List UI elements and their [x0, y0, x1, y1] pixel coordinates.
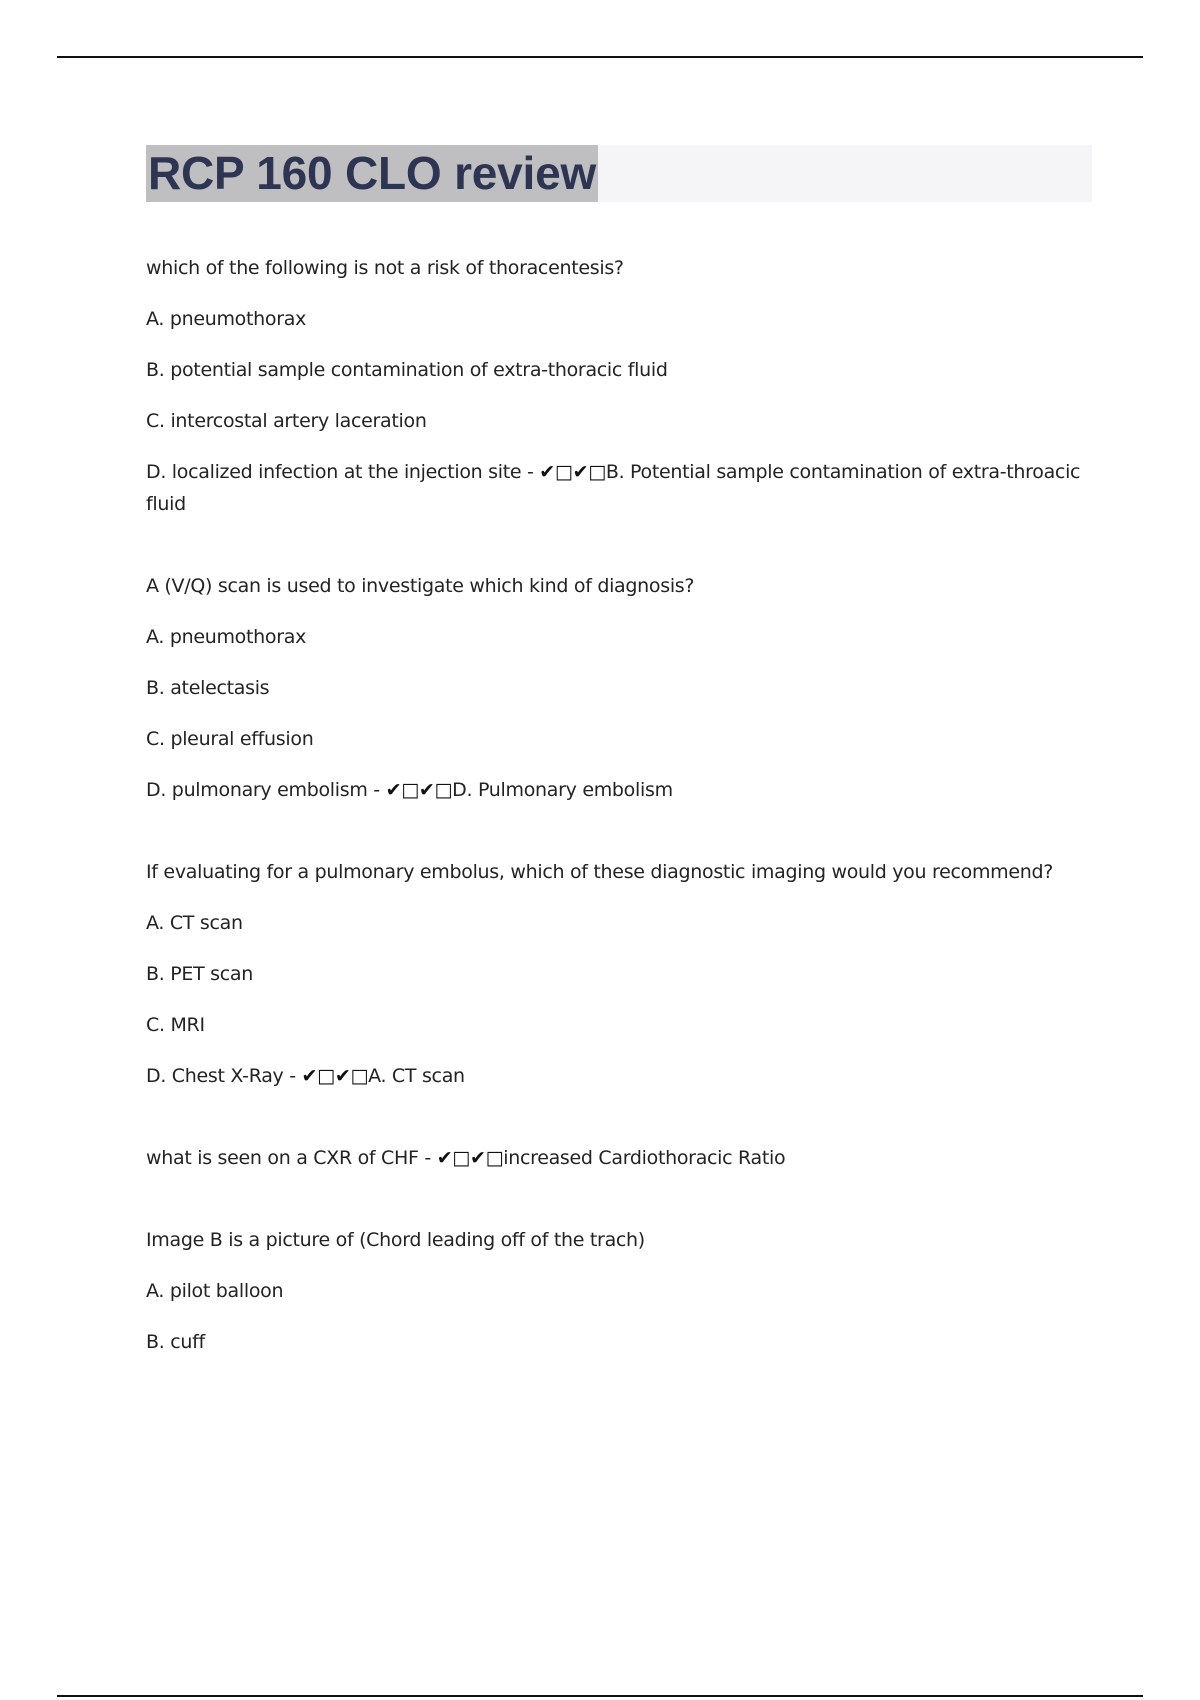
document-title: RCP 160 CLO review [146, 145, 598, 202]
document-body [146, 145, 1096, 1377]
checkmark-icon: ✔□✔□ [539, 461, 606, 483]
top-rule [57, 56, 1143, 58]
answer-separator: - [367, 779, 386, 801]
answer-option: C. pleural effusion [146, 728, 314, 750]
answer-separator: - [283, 1065, 302, 1087]
answer-option-with-key [146, 774, 1096, 806]
answer-option: B. atelectasis [146, 677, 270, 699]
question-prompt: If evaluating for a pulmonary embolus, which of these diagnostic imaging would you recommend? [146, 861, 1054, 883]
answer-option: B. cuff [146, 1331, 205, 1353]
answer-option: B. PET scan [146, 963, 253, 985]
answer-separator: - [418, 1147, 437, 1169]
question-prompt: what is seen on a CXR of CHF [146, 1147, 419, 1169]
answer-option-text: D. pulmonary embolism [146, 779, 368, 801]
answer-option: C. MRI [146, 1014, 205, 1036]
answer-option: B. potential sample contamination of extra-thoracic fluid [146, 359, 668, 381]
question-block-5 [146, 1224, 1096, 1358]
question-prompt: Image B is a picture of (Chord leading off of the trach) [146, 1229, 645, 1251]
question-block-2 [146, 570, 1096, 806]
answer-option: A. pneumothorax [146, 626, 307, 648]
question-block-3 [146, 856, 1096, 1092]
answer-option-text: D. Chest X-Ray [146, 1065, 284, 1087]
checkmark-icon: ✔□✔□ [385, 779, 453, 801]
title-band [146, 145, 1092, 202]
answer-option: C. intercostal artery laceration [146, 410, 427, 432]
answer-separator: - [521, 461, 540, 483]
answer-option-text: D. localized infection at the injection site [146, 461, 522, 483]
bottom-rule [57, 1695, 1143, 1697]
checkmark-icon: ✔□✔□ [436, 1147, 504, 1169]
correct-answer: increased Cardiothoracic Ratio [503, 1147, 786, 1169]
question-with-key [146, 1142, 1096, 1174]
correct-answer: A. CT scan [368, 1065, 465, 1087]
question-prompt: A (V/Q) scan is used to investigate which kind of diagnosis? [146, 575, 695, 597]
correct-answer: D. Pulmonary embolism [452, 779, 673, 801]
answer-option: A. pilot balloon [146, 1280, 284, 1302]
correct-answer: B. Potential sample contamination of extra-throacic fluid [146, 461, 1081, 515]
question-prompt: which of the following is not a risk of thoracentesis? [146, 257, 624, 279]
answer-option: A. CT scan [146, 912, 243, 934]
answer-option-with-key [146, 456, 1096, 520]
checkmark-icon: ✔□✔□ [301, 1065, 369, 1087]
answer-option-with-key [146, 1060, 1096, 1092]
answer-option: A. pneumothorax [146, 308, 307, 330]
question-block-1 [146, 252, 1096, 520]
question-block-4 [146, 1142, 1096, 1174]
